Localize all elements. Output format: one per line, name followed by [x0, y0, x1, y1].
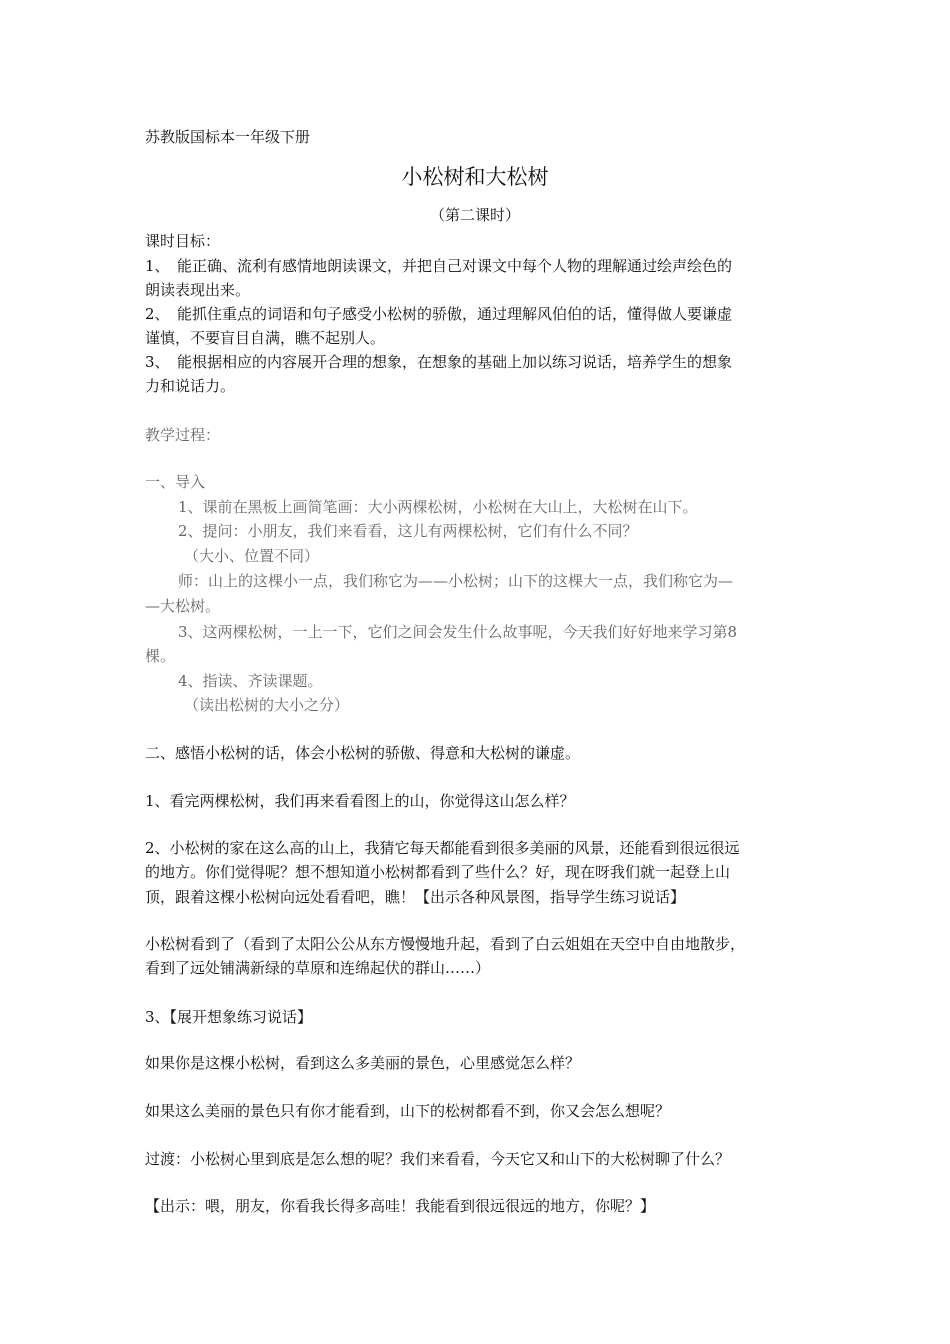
goal-line: 朗读表现出来。 — [145, 281, 251, 299]
section1-line: 1、课前在黑板上画简笔画：大小两棵松树，小松树在大山上，大松树在山下。 — [178, 498, 698, 516]
section2-paragraph: 【出示：喂，朋友，你看我长得多高哇！我能看到很远很远的地方，你呢？】 — [145, 1197, 656, 1215]
goal-line: 3、 能根据相应的内容展开合理的想象，在想象的基础上加以练习说话，培养学生的想象 — [145, 353, 733, 371]
section1-line: 4、指读、齐读课题。 — [178, 672, 323, 690]
section1-line: —大松树。 — [145, 597, 221, 615]
section2-paragraph: 小松树看到了（看到了太阳公公从东方慢慢地升起，看到了白云姐姐在天空中自由地散步， — [145, 935, 746, 953]
section2-paragraph: 过渡：小松树心里到底是怎么想的呢？我们来看看，今天它又和山下的大松树聊了什么？ — [145, 1150, 731, 1168]
section2-paragraph: 看到了远处铺满新绿的草原和连绵起伏的群山……） — [145, 959, 491, 977]
section2-paragraph: 顶，跟着这棵小松树向远处看看吧，瞧！【出示各种风景图，指导学生练习说话】 — [145, 888, 686, 906]
section1-line: 2、提问：小朋友，我们来看看，这儿有两棵松树，它们有什么不同？ — [178, 522, 638, 540]
section1-line: 棵。 — [145, 647, 176, 665]
section1-line: （读出松树的大小之分） — [184, 696, 350, 714]
section1-heading: 一、导入 — [145, 473, 206, 491]
section2-paragraph: 如果这么美丽的景色只有你才能看到，山下的松树都看不到，你又会怎么想呢？ — [145, 1102, 671, 1120]
goal-line: 2、 能抓住重点的词语和句子感受小松树的骄傲，通过理解风伯伯的话，懂得做人要谦虚 — [145, 305, 733, 323]
section2-paragraph: 2、小松树的家在这么高的山上，我猜它每天都能看到很多美丽的风景，还能看到很远很远 — [145, 839, 740, 857]
goal-line: 力和说话力。 — [145, 377, 236, 395]
section2-paragraph: 1、看完两棵松树，我们再来看看图上的山，你觉得这山怎么样？ — [145, 792, 575, 810]
section2-paragraph: 如果你是这棵小松树，看到这么多美丽的景色，心里感觉怎么样？ — [145, 1054, 581, 1072]
section2-heading: 二、感悟小松树的话，体会小松树的骄傲、得意和大松树的谦虚。 — [145, 744, 581, 762]
section1-line: （大小、位置不同） — [184, 547, 320, 565]
goals-label: 课时目标： — [145, 232, 221, 250]
goal-line: 谨慎，不要盲目自满，瞧不起别人。 — [145, 329, 386, 347]
section1-line: 师：山上的这棵小一点，我们称它为——小松树；山下的这棵大一点，我们称它为— — [178, 572, 734, 590]
goal-line: 1、 能正确、流利有感情地朗读课文，并把自己对课文中每个人物的理解通过绘声绘色的 — [145, 257, 733, 275]
section2-paragraph: 3、【展开想象练习说话】 — [145, 1008, 313, 1026]
lesson-subtitle: （第二课时） — [429, 206, 520, 224]
lesson-title: 小松树和大松树 — [401, 165, 549, 189]
section2-paragraph: 的地方。你们觉得呢？想不想知道小松树都看到了些什么？好，现在呀我们就一起登上山 — [145, 863, 731, 881]
section1-line: 3、这两棵松树，一上一下，它们之间会发生什么故事呢，今天我们好好地来学习第8 — [178, 623, 738, 641]
document-header: 苏教版国标本一年级下册 — [145, 128, 311, 146]
process-label: 教学过程： — [145, 426, 221, 444]
